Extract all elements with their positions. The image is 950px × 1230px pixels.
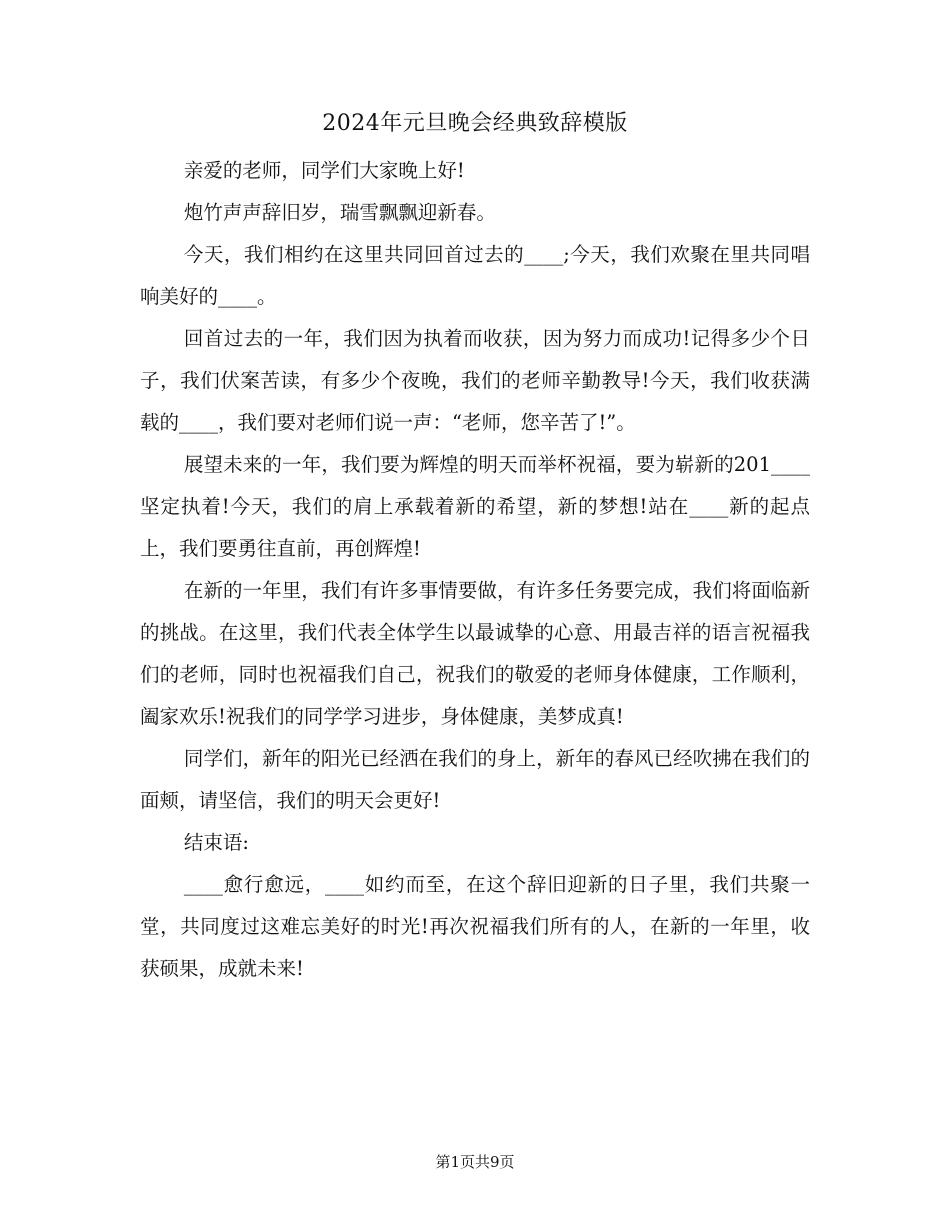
paragraph-closing: ____愈行愈远，____如约而至，在这个辞旧迎新的日子里，我们共聚一堂，共同度过这难忘美好的时光!再次祝福我们所有的人，在新的一年里，收获硕果，成就未来! [140, 873, 810, 980]
document-title: 2024年元旦晚会经典致辞模版 [322, 111, 628, 136]
paragraph-look-back: 回首过去的一年，我们因为执着而收获，因为努力而成功!记得多少个日子，我们伏案苦读，有多少个夜晚，我们的老师辛勤教导!今天，我们收获满载的____，我们要对老师们说一声：“老师，您辛苦了!”。 [140, 327, 810, 434]
document-body [140, 150, 810, 990]
paragraph-greeting: 亲爱的老师，同学们大家晚上好! [183, 159, 465, 182]
paragraph-look-ahead: 展望未来的一年，我们要为辉煌的明天而举杯祝福，要为崭新的201____坚定执着!今天，我们的肩上承载着新的希望，新的梦想!站在____新的起点上，我们要勇往直前，再创辉煌! [140, 453, 810, 560]
paragraph-closing-label: 结束语: [183, 831, 249, 854]
paragraph-couplet: 炮竹声声辞旧岁，瑞雪飘飘迎新春。 [183, 201, 496, 224]
page-number-footer: 第1页共9页 [435, 1153, 515, 1171]
paragraph-today: 今天，我们相约在这里共同回首过去的____;今天，我们欢聚在里共同唱响美好的____。 [140, 243, 810, 308]
paragraph-new-year-wishes: 在新的一年里，我们有许多事情要做，有许多任务要完成，我们将面临新的挑战。在这里，我们代表全体学生以最诚挚的心意、用最吉祥的语言祝福我们的老师，同时也祝福我们自己，祝我们的敬爱的老师身体健康，工作顺利，阖家欢乐!祝我们的同学学习进步，身体健康，美梦成真! [140, 579, 810, 728]
paragraph-classmates: 同学们，新年的阳光已经洒在我们的身上，新年的春风已经吹拂在我们的面颊，请坚信，我们的明天会更好! [140, 747, 810, 812]
